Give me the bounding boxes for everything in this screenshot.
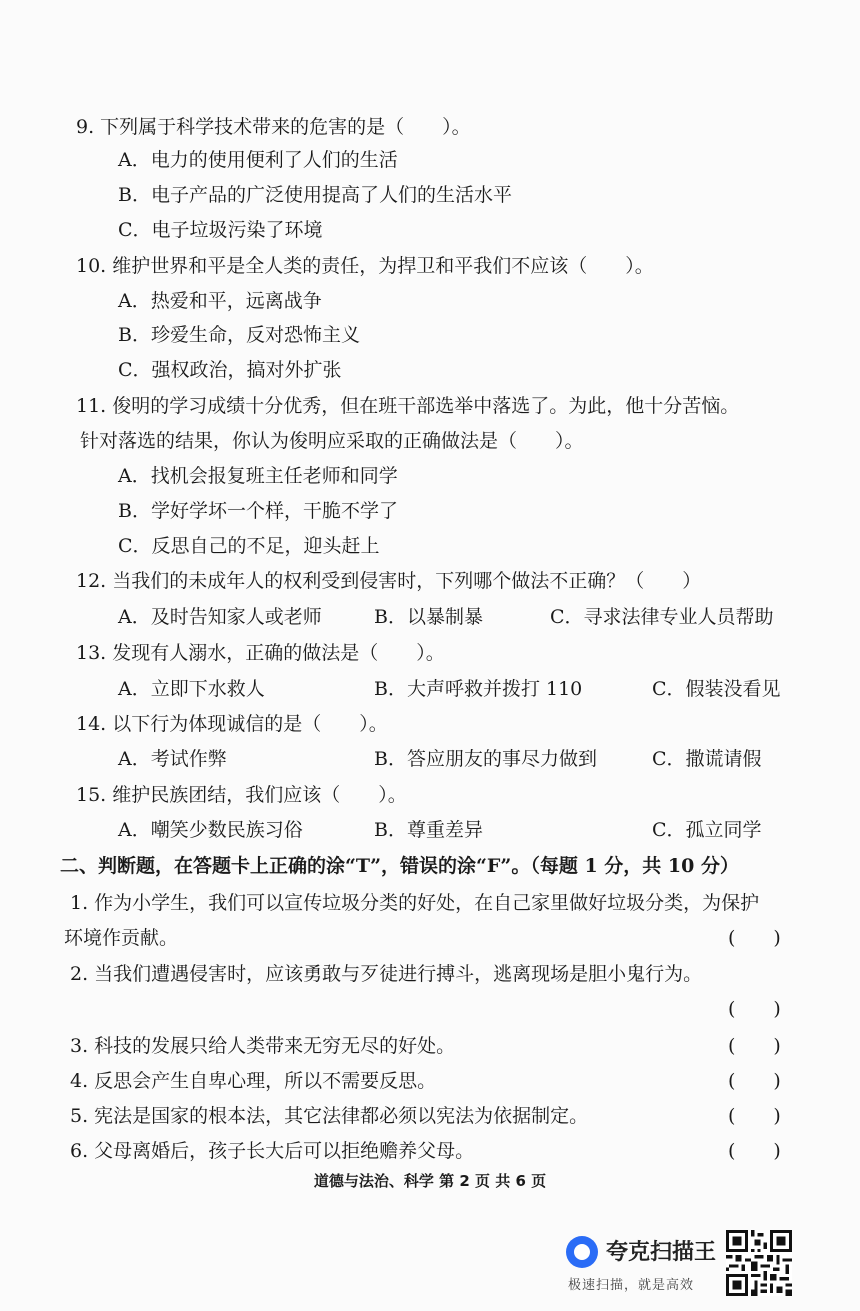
option: C．强权政治，搞对外扩张 [118, 359, 342, 381]
answer-parens: ( ) [728, 1140, 781, 1162]
option: C．假装没看见 [652, 678, 781, 700]
quark-logo-icon [566, 1236, 598, 1268]
answer-parens: ( ) [728, 1105, 781, 1127]
answer-parens: ( ) [728, 927, 781, 949]
option: C．孤立同学 [652, 819, 762, 841]
option: A．热爱和平，远离战争 [118, 290, 322, 312]
option: B．大声呼救并拨打 110 [374, 678, 583, 700]
option: B．答应朋友的事尽力做到 [374, 748, 597, 770]
judge-text: 3. 科技的发展只给人类带来无穷无尽的好处。 [70, 1035, 456, 1057]
option: A．嘲笑少数民族习俗 [118, 819, 303, 841]
option: B．学好学坏一个样，干脆不学了 [118, 500, 398, 522]
option: B．电子产品的广泛使用提高了人们的生活水平 [118, 184, 512, 206]
section-title: 二、判断题，在答题卡上正确的涂“T”，错误的涂“F”。（每题 1 分，共 10 分） [60, 855, 739, 877]
judge-text: 5. 宪法是国家的根本法，其它法律都必须以宪法为依据制定。 [70, 1105, 589, 1127]
answer-parens: ( ) [728, 1070, 781, 1092]
scanner-watermark [566, 1230, 796, 1296]
option: A．立即下水救人 [118, 678, 265, 700]
judge-text-continued: 环境作贡献。 [64, 927, 179, 949]
judge-text: 6. 父母离婚后，孩子长大后可以拒绝赡养父母。 [70, 1140, 475, 1162]
question-stem-continued: 针对落选的结果，你认为俊明应采取的正确做法是（ ）。 [80, 430, 584, 452]
question-stem: 11. 俊明的学习成绩十分优秀，但在班干部选举中落选了。为此，他十分苦恼。 [76, 395, 740, 417]
option: A．电力的使用便利了人们的生活 [118, 149, 398, 171]
question-stem: 9. 下列属于科学技术带来的危害的是（ ）。 [76, 116, 471, 138]
judge-text: 2. 当我们遭遇侵害时，应该勇敢与歹徒进行搏斗，逃离现场是胆小鬼行为。 [70, 963, 703, 985]
option: B．以暴制暴 [374, 606, 483, 628]
option: C．电子垃圾污染了环境 [118, 219, 323, 241]
watermark-subtitle: 极速扫描，就是高效 [568, 1278, 695, 1293]
option: B．尊重差异 [374, 819, 483, 841]
question-stem: 10. 维护世界和平是全人类的责任，为捍卫和平我们不应该（ ）。 [76, 255, 654, 277]
judge-text: 1. 作为小学生，我们可以宣传垃圾分类的好处，在自己家里做好垃圾分类，为保护 [70, 892, 760, 914]
answer-parens: ( ) [728, 1035, 781, 1057]
option: C．反思自己的不足，迎头赶上 [118, 535, 380, 557]
option: B．珍爱生命，反对恐怖主义 [118, 324, 360, 346]
question-stem: 15. 维护民族团结，我们应该（ ）。 [76, 784, 407, 806]
answer-parens: ( ) [728, 998, 781, 1020]
qr-code-icon [726, 1230, 792, 1296]
question-stem: 12. 当我们的未成年人的权利受到侵害时，下列哪个做法不正确？（ ） [76, 570, 702, 592]
question-stem: 13. 发现有人溺水，正确的做法是（ ）。 [76, 642, 445, 664]
watermark-title: 夸克扫描王 [606, 1240, 717, 1265]
option: A．找机会报复班主任老师和同学 [118, 465, 398, 487]
option: C．寻求法律专业人员帮助 [550, 606, 774, 628]
option: C．撒谎请假 [652, 748, 762, 770]
judge-text: 4. 反思会产生自卑心理，所以不需要反思。 [70, 1070, 437, 1092]
question-stem: 14. 以下行为体现诚信的是（ ）。 [76, 713, 388, 735]
option: A．及时告知家人或老师 [118, 606, 322, 628]
option: A．考试作弊 [118, 748, 227, 770]
page-footer: 道德与法治、科学 第 2 页 共 6 页 [313, 1172, 547, 1190]
